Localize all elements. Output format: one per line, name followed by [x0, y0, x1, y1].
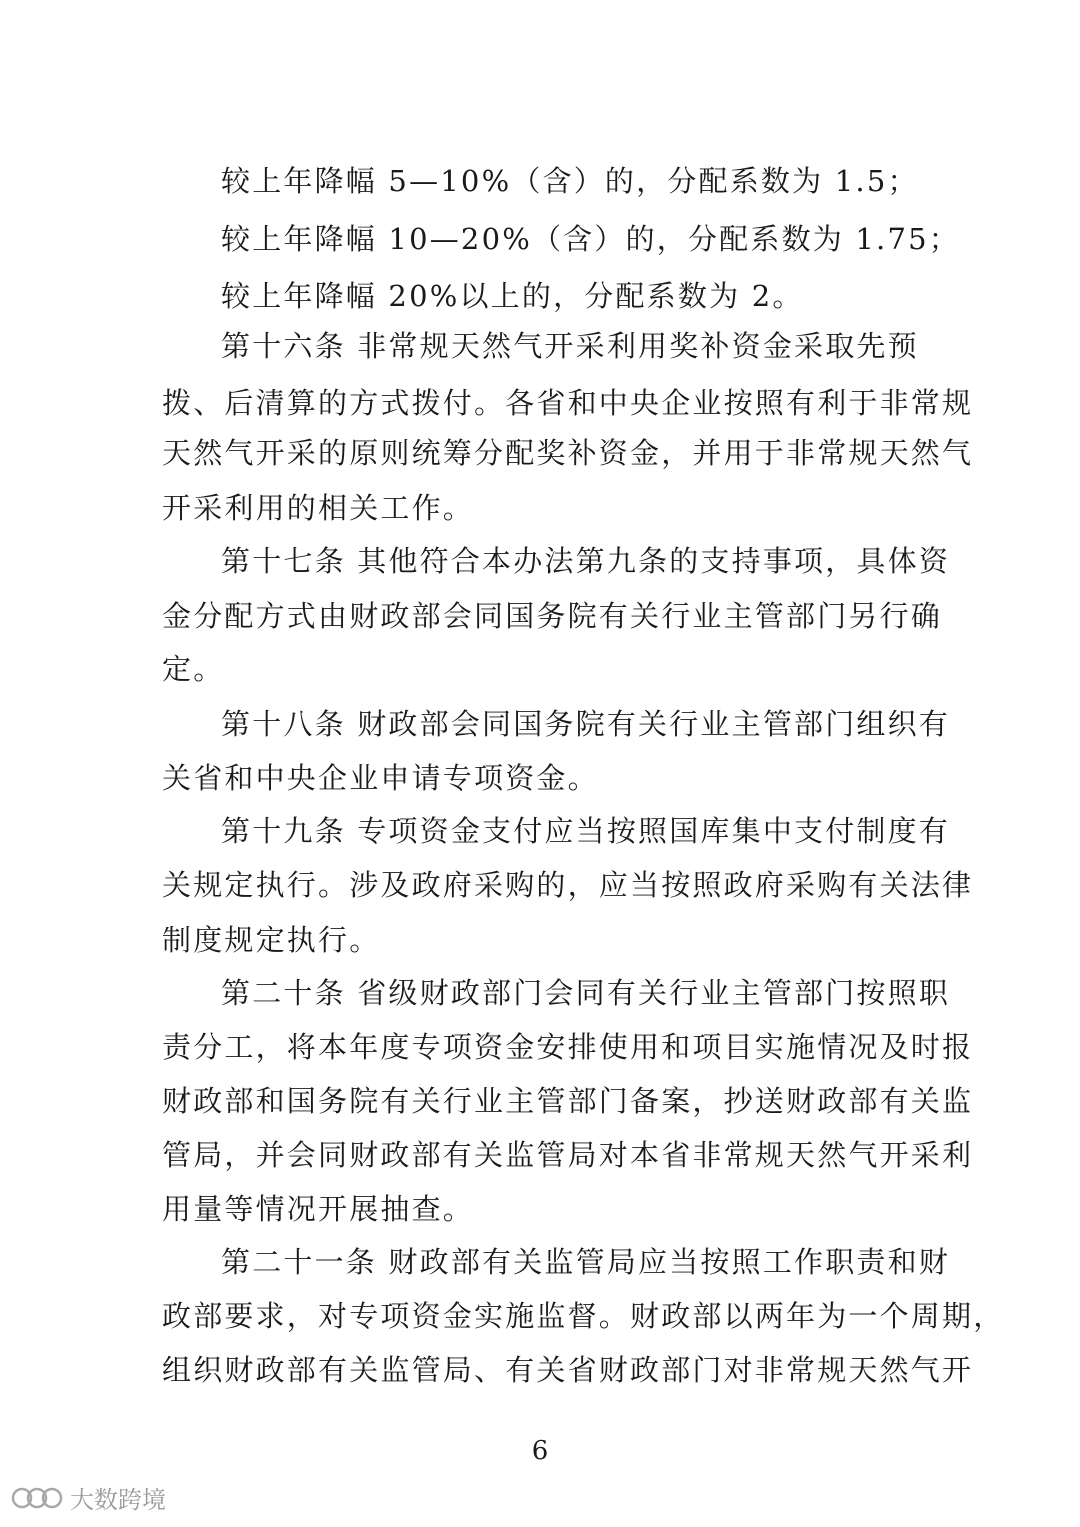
text-line: 较上年降幅 5—10%（含）的，分配系数为 1.5； [221, 164, 919, 198]
text-line: 定。 [162, 652, 225, 686]
text-line: 第二十条 省级财政部门会同有关行业主管部门按照职 [221, 976, 951, 1010]
text-line: 用量等情况开展抽查。 [162, 1192, 475, 1226]
text-line: 较上年降幅 20%以上的，分配系数为 2。 [221, 279, 804, 313]
text-line: 关规定执行。涉及政府采购的，应当按照政府采购有关法律 [162, 868, 974, 902]
text-line: 第十八条 财政部会同国务院有关行业主管部门组织有 [221, 707, 951, 741]
text-line: 第十六条 非常规天然气开采利用奖补资金采取先预 [221, 329, 919, 363]
text-line: 较上年降幅 10—20%（含）的，分配系数为 1.75； [221, 222, 960, 256]
text-line: 天然气开采的原则统筹分配奖补资金，并用于非常规天然气 [162, 436, 974, 470]
text-line: 金分配方式由财政部会同国务院有关行业主管部门另行确 [162, 599, 943, 633]
watermark [10, 1480, 166, 1515]
text-line: 组织财政部有关监管局、有关省财政部门对非常规天然气开 [162, 1353, 974, 1387]
text-line: 第十七条 其他符合本办法第九条的支持事项，具体资 [221, 544, 951, 578]
text-line: 政部要求，对专项资金实施监督。财政部以两年为一个周期， [162, 1299, 1005, 1333]
text-line: 开采利用的相关工作。 [162, 491, 475, 525]
text-line: 财政部和国务院有关行业主管部门备案，抄送财政部有关监 [162, 1084, 974, 1118]
brand-logo-icon [10, 1485, 64, 1511]
text-line: 管局，并会同财政部有关监管局对本省非常规天然气开采利 [162, 1138, 974, 1172]
text-line: 责分工，将本年度专项资金安排使用和项目实施情况及时报 [162, 1030, 974, 1064]
watermark-text: 大数跨境 [70, 1486, 166, 1514]
text-line: 第二十一条 财政部有关监管局应当按照工作职责和财 [221, 1245, 951, 1279]
text-line: 关省和中央企业申请专项资金。 [162, 761, 599, 795]
text-line: 拨、后清算的方式拨付。各省和中央企业按照有利于非常规 [162, 386, 974, 420]
text-line: 第十九条 专项资金支付应当按照国库集中支付制度有 [221, 814, 951, 848]
text-line: 制度规定执行。 [162, 923, 381, 957]
page-number: 6 [531, 1436, 549, 1466]
